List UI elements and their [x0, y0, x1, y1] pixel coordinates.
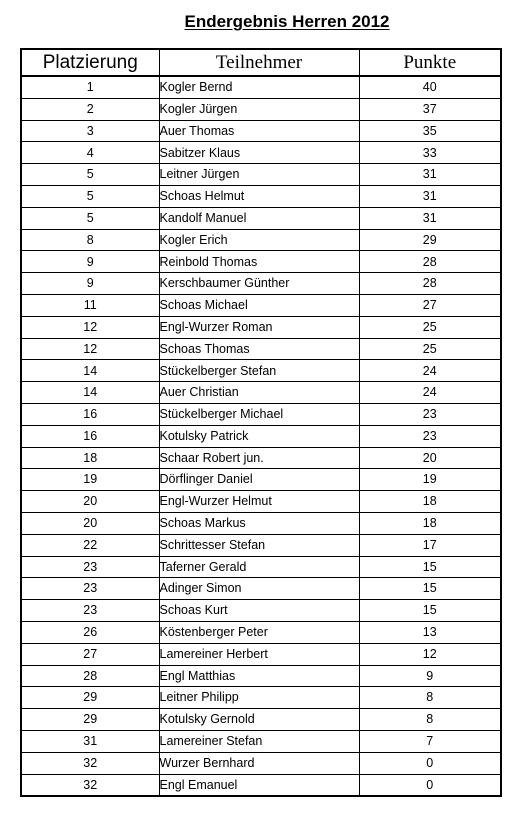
- column-header-points: Punkte: [359, 49, 501, 76]
- points-cell: 7: [359, 730, 501, 752]
- place-cell: 31: [21, 730, 159, 752]
- column-header-place: Platzierung: [21, 49, 159, 76]
- participant-cell: Auer Christian: [159, 382, 359, 404]
- participant-cell: Engl-Wurzer Helmut: [159, 491, 359, 513]
- points-cell: 37: [359, 98, 501, 120]
- place-cell: 14: [21, 382, 159, 404]
- place-cell: 27: [21, 643, 159, 665]
- table-row: [21, 273, 501, 295]
- participant-cell: Leitner Philipp: [159, 687, 359, 709]
- points-cell: 24: [359, 382, 501, 404]
- participant-cell: Kerschbaumer Günther: [159, 273, 359, 295]
- participant-cell: Kogler Erich: [159, 229, 359, 251]
- table-row: [21, 316, 501, 338]
- table-row: [21, 687, 501, 709]
- points-cell: 31: [359, 164, 501, 186]
- place-cell: 11: [21, 294, 159, 316]
- table-row: [21, 469, 501, 491]
- place-cell: 12: [21, 338, 159, 360]
- participant-cell: Köstenberger Peter: [159, 621, 359, 643]
- table-row: [21, 556, 501, 578]
- participant-cell: Engl Matthias: [159, 665, 359, 687]
- points-cell: 27: [359, 294, 501, 316]
- participant-cell: Kogler Jürgen: [159, 98, 359, 120]
- place-cell: 22: [21, 534, 159, 556]
- table-row: [21, 425, 501, 447]
- table-row: [21, 229, 501, 251]
- points-cell: 9: [359, 665, 501, 687]
- place-cell: 9: [21, 251, 159, 273]
- table-row: [21, 382, 501, 404]
- participant-cell: Leitner Jürgen: [159, 164, 359, 186]
- table-row: [21, 752, 501, 774]
- participant-cell: Schoas Markus: [159, 512, 359, 534]
- place-cell: 29: [21, 687, 159, 709]
- place-cell: 19: [21, 469, 159, 491]
- points-cell: 18: [359, 512, 501, 534]
- place-cell: 5: [21, 185, 159, 207]
- points-cell: 15: [359, 600, 501, 622]
- points-cell: 15: [359, 556, 501, 578]
- participant-cell: Schoas Michael: [159, 294, 359, 316]
- table-row: [21, 774, 501, 796]
- participant-cell: Kogler Bernd: [159, 76, 359, 98]
- points-cell: 0: [359, 774, 501, 796]
- points-cell: 12: [359, 643, 501, 665]
- place-cell: 5: [21, 207, 159, 229]
- table-row: [21, 665, 501, 687]
- place-cell: 20: [21, 512, 159, 534]
- place-cell: 8: [21, 229, 159, 251]
- place-cell: 9: [21, 273, 159, 295]
- points-cell: 0: [359, 752, 501, 774]
- points-cell: 24: [359, 360, 501, 382]
- participant-cell: Stückelberger Stefan: [159, 360, 359, 382]
- place-cell: 18: [21, 447, 159, 469]
- table-row: [21, 600, 501, 622]
- table-row: [21, 207, 501, 229]
- place-cell: 2: [21, 98, 159, 120]
- participant-cell: Kotulsky Gernold: [159, 709, 359, 731]
- participant-cell: Adinger Simon: [159, 578, 359, 600]
- table-row: [21, 643, 501, 665]
- header-row: [21, 49, 501, 76]
- table-row: [21, 164, 501, 186]
- points-cell: 8: [359, 709, 501, 731]
- points-cell: 28: [359, 273, 501, 295]
- table-row: [21, 251, 501, 273]
- points-cell: 31: [359, 207, 501, 229]
- table-row: [21, 185, 501, 207]
- points-cell: 25: [359, 338, 501, 360]
- points-cell: 25: [359, 316, 501, 338]
- points-cell: 19: [359, 469, 501, 491]
- participant-cell: Kandolf Manuel: [159, 207, 359, 229]
- place-cell: 3: [21, 120, 159, 142]
- table-row: [21, 142, 501, 164]
- place-cell: 26: [21, 621, 159, 643]
- table-row: [21, 447, 501, 469]
- place-cell: 20: [21, 491, 159, 513]
- results-table: [20, 48, 502, 797]
- participant-cell: Kotulsky Patrick: [159, 425, 359, 447]
- participant-cell: Schoas Kurt: [159, 600, 359, 622]
- table-header: [21, 49, 501, 76]
- points-cell: 23: [359, 425, 501, 447]
- points-cell: 35: [359, 120, 501, 142]
- table-row: [21, 491, 501, 513]
- participant-cell: Reinbold Thomas: [159, 251, 359, 273]
- table-row: [21, 403, 501, 425]
- points-cell: 23: [359, 403, 501, 425]
- participant-cell: Auer Thomas: [159, 120, 359, 142]
- table-body: [21, 76, 501, 796]
- place-cell: 14: [21, 360, 159, 382]
- participant-cell: Schoas Helmut: [159, 185, 359, 207]
- place-cell: 29: [21, 709, 159, 731]
- place-cell: 1: [21, 76, 159, 98]
- table-row: [21, 730, 501, 752]
- table-row: [21, 578, 501, 600]
- points-cell: 15: [359, 578, 501, 600]
- participant-cell: Sabitzer Klaus: [159, 142, 359, 164]
- place-cell: 12: [21, 316, 159, 338]
- table-row: [21, 709, 501, 731]
- place-cell: 4: [21, 142, 159, 164]
- place-cell: 5: [21, 164, 159, 186]
- points-cell: 28: [359, 251, 501, 273]
- participant-cell: Lamereiner Herbert: [159, 643, 359, 665]
- table-row: [21, 120, 501, 142]
- place-cell: 32: [21, 752, 159, 774]
- points-cell: 18: [359, 491, 501, 513]
- page-title: Endergebnis Herren 2012: [184, 12, 390, 31]
- participant-cell: Stückelberger Michael: [159, 403, 359, 425]
- table-row: [21, 76, 501, 98]
- participant-cell: Schrittesser Stefan: [159, 534, 359, 556]
- points-cell: 40: [359, 76, 501, 98]
- participant-cell: Schoas Thomas: [159, 338, 359, 360]
- place-cell: 28: [21, 665, 159, 687]
- points-cell: 8: [359, 687, 501, 709]
- table-row: [21, 338, 501, 360]
- table-row: [21, 534, 501, 556]
- participant-cell: Taferner Gerald: [159, 556, 359, 578]
- participant-cell: Wurzer Bernhard: [159, 752, 359, 774]
- points-cell: 20: [359, 447, 501, 469]
- points-cell: 33: [359, 142, 501, 164]
- place-cell: 23: [21, 578, 159, 600]
- participant-cell: Dörflinger Daniel: [159, 469, 359, 491]
- participant-cell: Engl-Wurzer Roman: [159, 316, 359, 338]
- place-cell: 16: [21, 403, 159, 425]
- participant-cell: Engl Emanuel: [159, 774, 359, 796]
- table-row: [21, 294, 501, 316]
- participant-cell: Schaar Robert jun.: [159, 447, 359, 469]
- table-row: [21, 360, 501, 382]
- points-cell: 17: [359, 534, 501, 556]
- table-row: [21, 512, 501, 534]
- points-cell: 31: [359, 185, 501, 207]
- place-cell: 32: [21, 774, 159, 796]
- place-cell: 23: [21, 600, 159, 622]
- points-cell: 29: [359, 229, 501, 251]
- column-header-participant: Teilnehmer: [159, 49, 359, 76]
- place-cell: 16: [21, 425, 159, 447]
- table-row: [21, 621, 501, 643]
- participant-cell: Lamereiner Stefan: [159, 730, 359, 752]
- place-cell: 23: [21, 556, 159, 578]
- points-cell: 13: [359, 621, 501, 643]
- table-row: [21, 98, 501, 120]
